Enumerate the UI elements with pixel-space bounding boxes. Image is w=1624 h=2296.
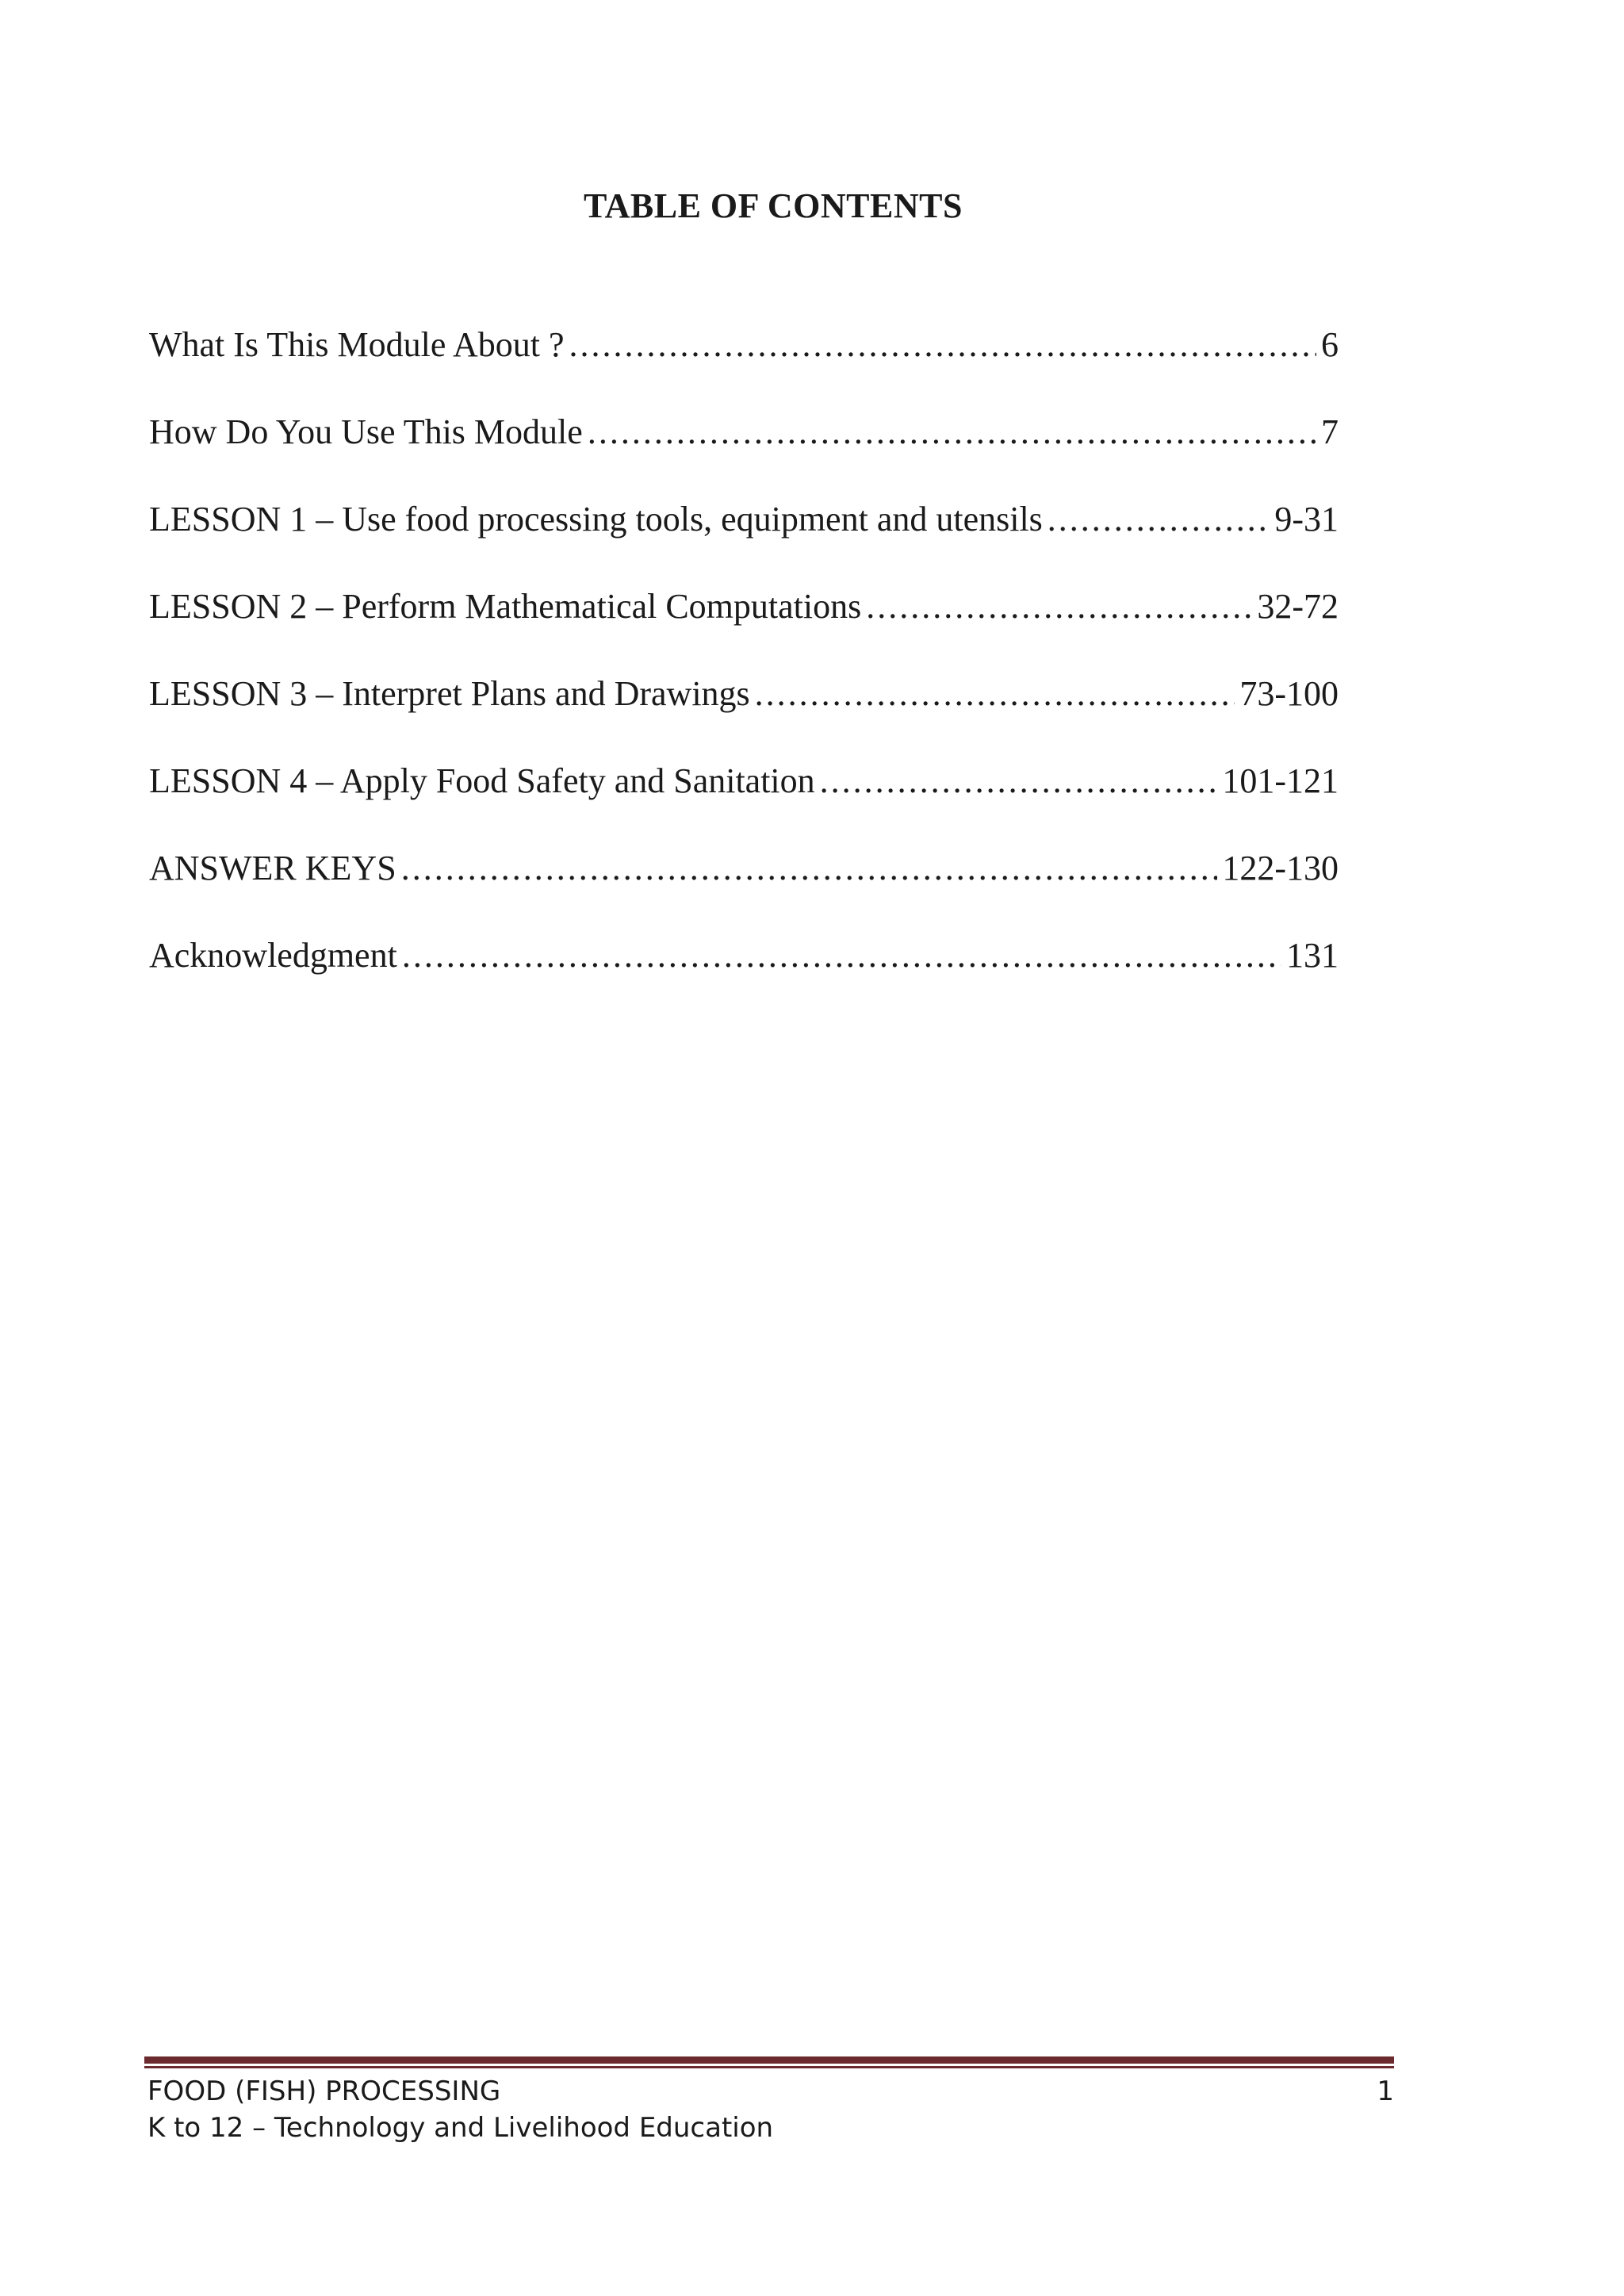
toc-entry-label: LESSON 1 – Use food processing tools, equipment and utensils — [149, 500, 1043, 539]
dot-leader — [755, 670, 1235, 718]
footer-divider-thick — [144, 2056, 1394, 2064]
toc-entry-lesson-4[interactable] — [149, 757, 1339, 845]
toc-entry-pages: 32-72 — [1257, 587, 1339, 626]
toc-entry-label: Acknowledgment — [149, 936, 397, 975]
toc-entry-pages: 131 — [1286, 936, 1339, 975]
table-of-contents — [149, 321, 1339, 1019]
toc-entry-lesson-2[interactable] — [149, 583, 1339, 670]
footer-page-number: 1 — [1377, 2076, 1394, 2107]
toc-entry-label: How Do You Use This Module — [149, 412, 583, 451]
toc-entry-acknowledgment[interactable] — [149, 932, 1339, 1019]
toc-entry-label: What Is This Module About ? — [149, 325, 565, 364]
toc-entry-pages: 6 — [1321, 325, 1339, 364]
toc-entry-label: LESSON 2 – Perform Mathematical Computations — [149, 587, 862, 626]
dot-leader — [401, 845, 1218, 892]
footer-course: K to 12 – Technology and Livelihood Education — [147, 2112, 774, 2144]
page-footer — [147, 2073, 1394, 2146]
dot-leader — [866, 583, 1252, 631]
toc-entry-module-about[interactable] — [149, 321, 1339, 408]
page-title: TABLE OF CONTENTS — [584, 186, 963, 225]
footer-subject: FOOD (FISH) PROCESSING — [147, 2076, 501, 2107]
dot-leader — [588, 408, 1316, 456]
toc-entry-pages: 73-100 — [1239, 674, 1339, 713]
toc-entry-answer-keys[interactable] — [149, 845, 1339, 932]
dot-leader — [402, 932, 1281, 979]
footer-divider-thin — [144, 2066, 1394, 2068]
toc-entry-how-to-use[interactable] — [149, 408, 1339, 496]
toc-entry-label: LESSON 3 – Interpret Plans and Drawings — [149, 674, 750, 713]
dot-leader — [1048, 496, 1270, 543]
toc-entry-label: ANSWER KEYS — [149, 849, 396, 887]
toc-entry-pages: 7 — [1321, 412, 1339, 451]
toc-entry-label: LESSON 4 – Apply Food Safety and Sanitation — [149, 761, 815, 800]
dot-leader — [820, 757, 1218, 805]
toc-entry-pages: 101-121 — [1222, 761, 1339, 800]
toc-entry-lesson-3[interactable] — [149, 670, 1339, 757]
footer-divider — [144, 2056, 1394, 2068]
toc-entry-pages: 9-31 — [1274, 500, 1339, 539]
toc-entry-lesson-1[interactable] — [149, 496, 1339, 583]
toc-entry-pages: 122-130 — [1222, 849, 1339, 887]
dot-leader — [569, 321, 1316, 369]
